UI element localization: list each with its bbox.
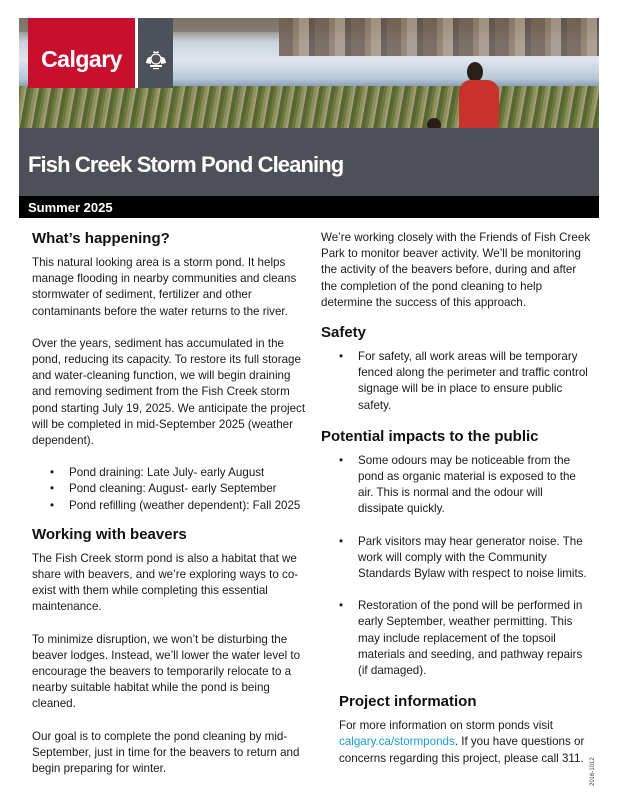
logo-wordmark — [28, 18, 138, 88]
paragraph: We’re working closely with the Friends of Fish Creek Park to monitor beaver activity. We’ll be monitoring the activity of the beavers before, during and after the completion of the pond cleaning to help determine the success of this approach. — [321, 231, 591, 309]
photo-person — [467, 62, 483, 82]
impacts-list — [321, 453, 591, 679]
impact-item: • Park visitors may hear generator noise. The work will comply with the Community Standards Bylaw with respect to noise limits. — [321, 534, 591, 583]
project-info-section — [321, 693, 591, 767]
paragraph: This natural looking area is a storm pond. It helps manage flooding in nearby communities and cleans stormwater of sediment, fertilizer and other contaminants before the water returns to the river. — [32, 256, 297, 318]
photo-person — [459, 80, 499, 128]
section-heading-whats-happening: What’s happening? — [32, 230, 170, 247]
schedule-item: • Pond refilling (weather dependent): Fall 2025 — [32, 498, 310, 514]
photo-child — [427, 118, 441, 128]
paragraph: Our goal is to complete the pond cleaning by mid-September, just in time for the beavers to return and begin preparing for winter. — [32, 729, 300, 776]
safety-item: • For safety, all work areas will be temporary fenced along the perimeter and traffic control signage will be in place to ensure public safety. — [321, 349, 591, 414]
impact-item: • Restoration of the pond will be performed in early September, weather permitting. This may include replacement of the topsoil materials and seeding, and pathway repairs (if damaged). — [321, 598, 591, 679]
logo-text: Calgary — [41, 45, 122, 72]
photo-reflection — [279, 18, 599, 56]
left-column — [32, 230, 310, 793]
section-heading-project-info: Project information — [339, 693, 477, 711]
season-label: Summer 2025 — [28, 200, 113, 215]
schedule-item: • Pond draining: Late July- early August — [32, 465, 310, 481]
schedule-item: • Pond cleaning: August- early September — [32, 481, 310, 497]
paragraph: The Fish Creek storm pond is also a habitat that we share with beavers, and we’re exploring ways to co-exist with them while completing this essential maintenance. — [32, 551, 299, 614]
paragraph: To minimize disruption, we won’t be disturbing the beaver lodges. Instead, we’ll lower the water level to encourage the beavers to temporarily relocate to a nearby suitable habitat while the pond is being cleaned. — [32, 632, 301, 711]
section-heading-beavers: Working with beavers — [32, 525, 187, 543]
section-heading-safety: Safety — [321, 324, 367, 342]
section-heading-impacts: Potential impacts to the public — [321, 427, 539, 445]
safety-list — [321, 349, 591, 414]
document-code: 2016-1012 — [590, 757, 596, 786]
photo-grass — [19, 86, 599, 128]
project-info-lead: For more information on storm ponds visit — [339, 719, 553, 733]
project-info-tail: . If you have questions or concerns regarding this project, please call 311. — [339, 735, 585, 765]
storm-ponds-link[interactable]: calgary.ca/stormponds — [339, 735, 455, 749]
right-column — [321, 230, 591, 783]
city-crest-icon — [143, 47, 169, 73]
page-title: Fish Creek Storm Pond Cleaning — [28, 152, 344, 177]
paragraph: Over the years, sediment has accumulated in the pond, reducing its capacity. To restore its full storage and water-cleaning function, we will begin draining and removing sediment from the Fish Creek storm pond starting July 19, 2025. We anticipate the project will be completed in mid-September 2025 (weather dependent). — [32, 336, 306, 448]
project-info-text — [339, 718, 594, 767]
calgary-logo — [28, 18, 173, 88]
crest-panel — [138, 18, 173, 88]
title-band — [19, 128, 599, 196]
season-bar — [19, 196, 599, 218]
impact-item: • Some odours may be noticeable from the pond as organic material is exposed to the air. This is normal and the odour will dissipate quickly. — [321, 453, 591, 518]
schedule-list — [32, 465, 310, 514]
